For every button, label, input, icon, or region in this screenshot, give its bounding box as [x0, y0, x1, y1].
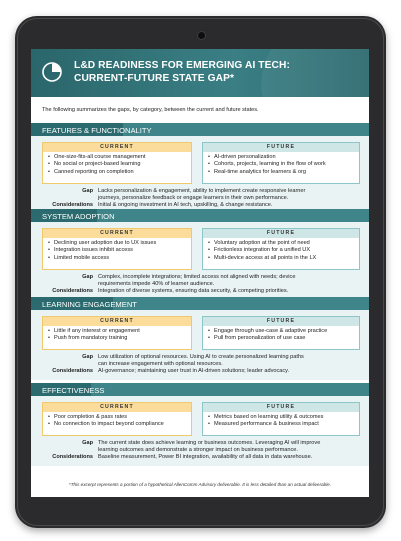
- considerations-row: [35, 454, 365, 461]
- current-state-box: [42, 316, 192, 350]
- bullet-item: • One-size-fits-all course management: [48, 154, 191, 161]
- current-label: CURRENT: [43, 317, 191, 326]
- bullet-list: [43, 240, 191, 262]
- bullet-list: [203, 154, 359, 176]
- gap-text: [98, 354, 366, 368]
- bullet-item: • Cohorts, projects, learning in the flow of work: [208, 161, 359, 168]
- future-label: FUTURE: [203, 143, 359, 152]
- gap-text-line: Complex, incomplete integrations; limited access not aligned with needs; device: [98, 274, 296, 280]
- gap-text-line: requirements impede 40% of learner audience.: [98, 281, 215, 287]
- future-label: FUTURE: [203, 229, 359, 238]
- future-state-box: [202, 228, 360, 270]
- considerations-label: Considerations: [52, 288, 93, 294]
- considerations-text-line: AI-governance; maintaining user trust in AI-driven solutions; leader advocacy.: [98, 368, 290, 374]
- pie-chart-icon: [41, 61, 63, 83]
- bullet-list: [43, 328, 191, 343]
- bullet-item: • Voluntary adoption at the point of need: [208, 240, 359, 247]
- bullet-item: • No connection to impact beyond compliance: [48, 421, 191, 428]
- gap-text-line: can increase engagement with optional resources.: [98, 361, 223, 367]
- future-state-box: [202, 142, 360, 184]
- bullet-item: • Real-time analytics for learners & org: [208, 169, 359, 176]
- section-title: LEARNING ENGAGEMENT: [42, 299, 137, 309]
- section-title: FEATURES & FUNCTIONALITY: [42, 125, 152, 135]
- gap-text-line: Lacks personalization & engagement, ability to implement create responsive learner: [98, 188, 306, 194]
- gap-text-line: The current state does achieve learning or business outcomes. Leveraging AI will improve: [98, 440, 321, 446]
- bullet-list: [203, 240, 359, 262]
- gap-row: [35, 188, 365, 202]
- bullet-item: • Canned reporting on completion: [48, 169, 191, 176]
- gap-text-line: Low utilization of optional resources. Using AI to create personalized learning paths: [98, 354, 304, 360]
- section-title: SYSTEM ADOPTION: [42, 211, 115, 221]
- current-label: CURRENT: [43, 229, 191, 238]
- future-state-box: [202, 316, 360, 350]
- section-header: [31, 123, 369, 136]
- future-label: FUTURE: [203, 317, 359, 326]
- considerations-label: Considerations: [52, 454, 93, 460]
- bullet-item: • Pull from personalization of use case: [208, 335, 359, 342]
- gap-text: [98, 274, 366, 288]
- gap-label: Gap: [82, 354, 93, 360]
- bullet-item: • Limited mobile access: [48, 255, 191, 262]
- page-title: [74, 60, 290, 85]
- bullet-item: • Measured performance & business impact: [208, 421, 359, 428]
- considerations-row: [35, 288, 365, 295]
- gap-row: [35, 274, 365, 288]
- bullet-item: • Poor completion & pass rates: [48, 414, 191, 421]
- considerations-text: [98, 368, 366, 375]
- considerations-text-line: Initial & ongoing investment in AI tech, upskilling, & change resistance.: [98, 202, 273, 208]
- considerations-text: [98, 454, 366, 461]
- bullet-item: • Metrics based on learning utility & outcomes: [208, 414, 359, 421]
- title-line-2: CURRENT-FUTURE STATE GAP*: [74, 72, 235, 84]
- bullet-item: • Frictionless integration for a unified UX: [208, 247, 359, 254]
- gap-row: [35, 440, 365, 454]
- tablet-screen: [31, 49, 369, 497]
- gap-text: [98, 440, 366, 454]
- gap-label: Gap: [82, 274, 93, 280]
- bullet-list: [43, 414, 191, 429]
- considerations-text: [98, 288, 366, 295]
- considerations-text-line: Integration of diverse systems, ensuring data security, & competing priorities.: [98, 288, 289, 294]
- gap-text-line: journeys, personalize feedback or engage learners in their own performance.: [98, 195, 289, 201]
- bullet-list: [203, 414, 359, 429]
- title-line-1: L&D READINESS FOR EMERGING AI TECH:: [74, 60, 290, 71]
- considerations-row: [35, 202, 365, 209]
- considerations-text: [98, 202, 366, 209]
- considerations-label: Considerations: [52, 202, 93, 208]
- gap-label: Gap: [82, 440, 93, 446]
- bullet-item: • Little if any interest or engagement: [48, 328, 191, 335]
- bullet-item: • Multi-device access at all points in the LX: [208, 255, 359, 262]
- current-state-box: [42, 402, 192, 436]
- section-header: [31, 383, 369, 396]
- gap-text-line: learning outcomes and demonstrate a stronger impact on business performance.: [98, 447, 298, 453]
- document-header: [31, 49, 369, 97]
- camera-icon: [198, 32, 205, 39]
- future-state-box: [202, 402, 360, 436]
- gap-label: Gap: [82, 188, 93, 194]
- current-state-box: [42, 142, 192, 184]
- bullet-item: • Integration issues inhibit access: [48, 247, 191, 254]
- footnote: *This excerpt represents a portion of a hypothetical AllenComm Advisory deliverable. It is less detailed than an actual deliverable.: [68, 482, 332, 487]
- gap-row: [35, 354, 365, 368]
- considerations-text-line: Baseline measurement, Power BI integration, availability of all data in data warehouse.: [98, 454, 313, 460]
- current-state-box: [42, 228, 192, 270]
- bullet-item: • AI-driven personalization: [208, 154, 359, 161]
- bullet-list: [43, 154, 191, 176]
- bullet-item: • Declining user adoption due to UX issues: [48, 240, 191, 247]
- section-title: EFFECTIVENESS: [42, 385, 105, 395]
- considerations-label: Considerations: [52, 368, 93, 374]
- gap-text: [98, 188, 366, 202]
- future-label: FUTURE: [203, 403, 359, 412]
- section-header: [31, 297, 369, 310]
- section-header: [31, 209, 369, 222]
- bullet-item: • Engage through use-case & adaptive practice: [208, 328, 359, 335]
- bullet-list: [203, 328, 359, 343]
- current-label: CURRENT: [43, 143, 191, 152]
- considerations-row: [35, 368, 365, 375]
- intro-text: The following summarizes the gaps, by category, between the current and future states.: [42, 107, 259, 113]
- bullet-item: • Push from mandatory training: [48, 335, 191, 342]
- current-label: CURRENT: [43, 403, 191, 412]
- bullet-item: • No social or project-based learning: [48, 161, 191, 168]
